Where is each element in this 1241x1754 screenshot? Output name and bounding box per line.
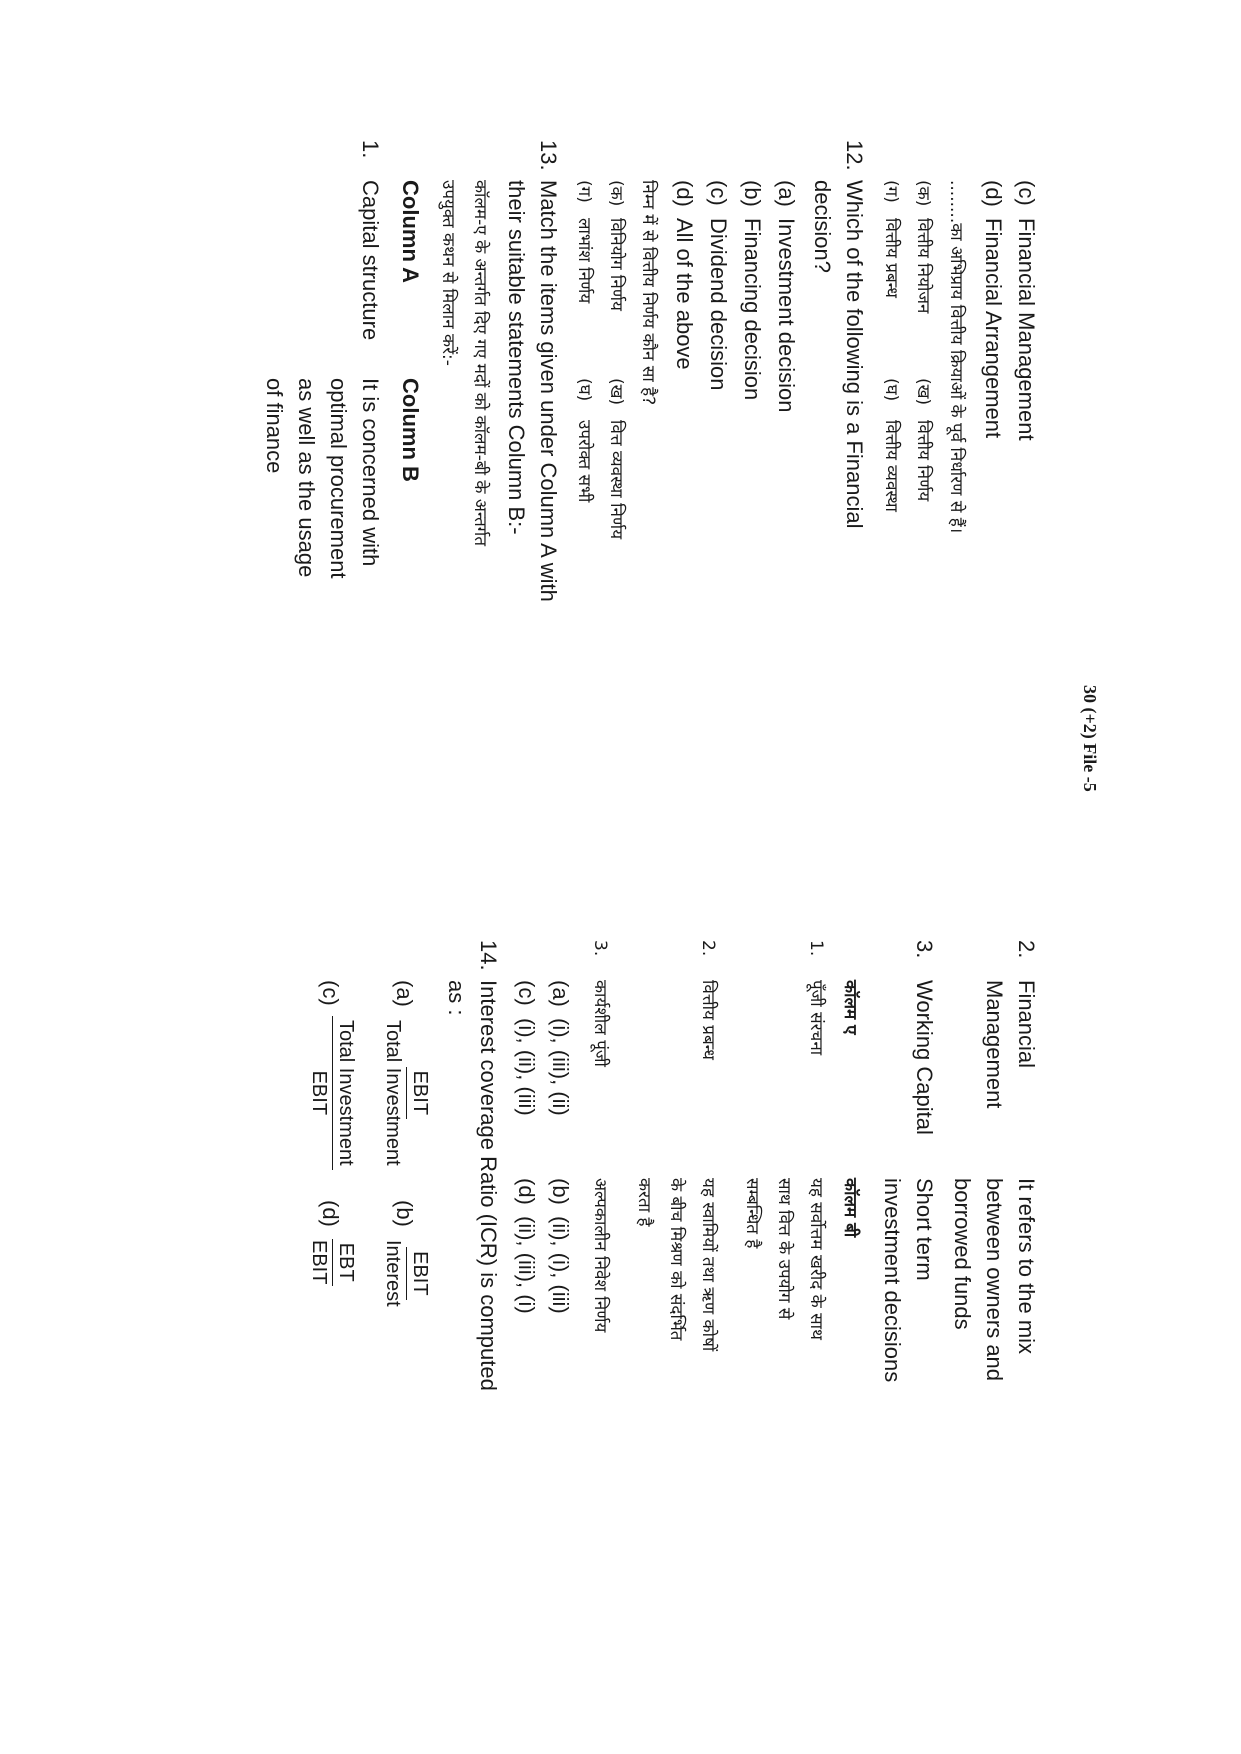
q11-hindi-opt-ka: (क) [913, 180, 933, 207]
q11-hindi-opt-gha: (घ) [881, 378, 901, 402]
q14-text-line1: Interest coverage Ratio (ICR) is computed [476, 980, 501, 1391]
q13-row1-number: 1. [358, 140, 383, 159]
q12-opt-c-mark: (c) [706, 180, 731, 206]
q14-text-line2: as : [444, 980, 469, 1016]
q11-opt-d-mark: (d) [981, 180, 1006, 207]
q12-hindi-opt-ga: (ग) [574, 180, 594, 203]
q12-hindi-opt-kha-text: वित्त व्यवस्था निर्णय [606, 420, 626, 540]
q11-hindi-opt-ka-text: वित्तीय नियोजन [913, 218, 933, 314]
q12-hindi-question: निम्न में से वित्तीय निर्णय कौन सा है? [638, 180, 658, 406]
q14-opt-c-numerator: Total Investment [332, 1016, 358, 1170]
q12-text-line1: Which of the following is a Financial [842, 180, 867, 529]
q13-row2-column-a-line2: Management [982, 980, 1007, 1109]
answer-a-text: (i), (iii), (ii) [548, 1018, 573, 1116]
hindi-row3-column-b: अल्पकालीन निवेश निर्णय [590, 1178, 610, 1333]
q11-hindi-question: ........का अभिप्राय वित्तीय क्रियाओं के पूर्व निर्धारण से हैं। [946, 180, 966, 534]
q12-opt-d-text: All of the above [672, 218, 697, 370]
q13-text-line1: Match the items given under Column A with [536, 180, 561, 602]
q13-row1-column-a: Capital structure [358, 180, 383, 341]
q13-row3-column-a: Working Capital [912, 980, 937, 1135]
hindi-row1-column-b-line1: यह सर्वोत्तम खरीद के साथ [806, 1178, 826, 1340]
q14-opt-d-mark: (d) [318, 1200, 343, 1227]
q13-row2-column-a-line1: Financial [1014, 980, 1039, 1069]
q12-hindi-opt-ka: (क) [606, 180, 626, 207]
q12-opt-a-text: Investment decision [774, 218, 799, 413]
hindi-column-b-heading: कॉलम बी [840, 1178, 860, 1238]
q14-opt-b-numerator: EBIT [406, 1247, 432, 1299]
q14-opt-d-numerator: EBT [332, 1239, 358, 1286]
q11-hindi-opt-kha: (ख) [913, 378, 933, 406]
q12-opt-c-text: Dividend decision [706, 218, 731, 391]
hindi-row1-column-b-line3: सम्बन्धित है [742, 1178, 762, 1249]
q12-hindi-opt-gha-text: उपरोक्त सभी [574, 420, 594, 503]
q13-text-line2: their suitable statements Column B:- [504, 180, 529, 535]
page-header: 30 (+2) File -5 [1080, 685, 1100, 792]
answer-d-mark: (d) [514, 1178, 539, 1205]
q12-opt-a-mark: (a) [774, 180, 799, 207]
q12-hindi-opt-kha: (ख) [606, 378, 626, 406]
q14-opt-a-fraction [381, 1016, 432, 1170]
q12-opt-b-mark: (b) [740, 180, 765, 207]
q11-hindi-opt-gha-text: वित्तीय व्यवस्था [881, 420, 901, 512]
q13-row2-column-b-line3: borrowed funds [950, 1178, 975, 1330]
q11-opt-c-text: Financial Management [1014, 218, 1039, 441]
q12-text-line2: decision? [810, 180, 835, 273]
q13-row2-column-b-line1: It refers to the mix [1014, 1178, 1039, 1355]
q13-hindi-line1: कॉलम-ए के अन्तर्गत दिए गए मदों को कॉलम-बी के अन्तर्गत [470, 180, 490, 547]
q13-row2-number: 2. [1014, 940, 1039, 959]
q13-number: 13. [536, 140, 561, 171]
q14-opt-d-denominator: EBIT [308, 1240, 330, 1285]
answer-d-text: (ii), (iii), (i) [514, 1216, 539, 1314]
hindi-row2-column-b-line3: करता है [634, 1178, 654, 1227]
q14-opt-b-mark: (b) [392, 1200, 417, 1227]
q12-opt-d-mark: (d) [672, 180, 697, 207]
q14-opt-c-mark: (c) [318, 980, 343, 1006]
q14-opt-a-denominator: Total Investment [382, 1020, 404, 1166]
answer-c-text: (i), (ii), (iii) [514, 1018, 539, 1116]
q12-hindi-opt-gha: (घ) [574, 378, 594, 402]
q13-column-a-heading: Column A [398, 180, 423, 284]
answer-b-mark: (b) [548, 1178, 573, 1205]
hindi-row1-number: 1. [806, 940, 826, 957]
rotated-content [100, 140, 1100, 1740]
q13-column-b-heading: Column B [398, 378, 423, 482]
q13-hindi-line2: उपयुक्त कथन से मिलान करें:- [438, 180, 458, 366]
hindi-row3-column-a: कार्यशील पूंजी [590, 980, 610, 1067]
q11-opt-d-text: Financial Arrangement [981, 218, 1006, 439]
q14-opt-c-fraction [307, 1016, 358, 1170]
q14-opt-d-fraction [307, 1236, 358, 1288]
hindi-row1-column-b-line2: साथ वित्त के उपयोग से [774, 1178, 794, 1320]
hindi-row2-number: 2. [698, 940, 718, 957]
q14-number: 14. [476, 940, 501, 971]
q12-number: 12. [842, 140, 867, 171]
hindi-row1-column-a: पूँजी संरचना [806, 980, 826, 1056]
q12-opt-b-text: Financing decision [740, 218, 765, 401]
q14-opt-a-numerator: EBIT [406, 1067, 432, 1119]
q14-opt-b-denominator: Interest [382, 1240, 404, 1307]
q13-row1-column-b-line1: It is concerned with [358, 378, 383, 567]
q14-opt-b-fraction [381, 1236, 432, 1311]
q13-row1-column-b-line4: of finance [262, 378, 287, 474]
q14-opt-c-denominator: EBIT [308, 1070, 330, 1116]
q11-opt-c-mark: (c) [1014, 180, 1039, 206]
q13-row1-column-b-line3: as well as the usage [294, 378, 319, 578]
answer-c-mark: (c) [514, 980, 539, 1006]
q13-row2-column-b-line2: between owners and [982, 1178, 1007, 1382]
q11-hindi-opt-ga-text: वित्तीय प्रबन्ध [881, 218, 901, 298]
q13-row3-column-b-line2: investment decisions [880, 1178, 905, 1383]
q13-row3-column-b-line1: Short term [912, 1178, 937, 1281]
hindi-row2-column-b-line2: के बीच मिश्रण को संदर्भित [666, 1178, 686, 1341]
q13-row3-number: 3. [912, 940, 937, 959]
hindi-row2-column-b-line1: यह स्वामियों तथा ऋण कोषों [698, 1178, 718, 1352]
q13-row1-column-b-line2: optimal procurement [326, 378, 351, 579]
answer-b-text: (ii), (i), (iii) [548, 1216, 573, 1314]
answer-a-mark: (a) [548, 980, 573, 1007]
hindi-row3-number: 3. [590, 940, 610, 957]
q14-opt-a-mark: (a) [392, 980, 417, 1007]
q11-hindi-opt-ga: (ग) [881, 180, 901, 203]
q12-hindi-opt-ga-text: लाभांश निर्णय [574, 218, 594, 304]
hindi-column-a-heading: कॉलम ए [840, 980, 860, 1035]
q12-hindi-opt-ka-text: विनियोग निर्णय [606, 218, 626, 311]
hindi-row2-column-a: वित्तीय प्रबन्ध [698, 980, 718, 1060]
q11-hindi-opt-kha-text: वित्तीय निर्णय [913, 420, 933, 502]
